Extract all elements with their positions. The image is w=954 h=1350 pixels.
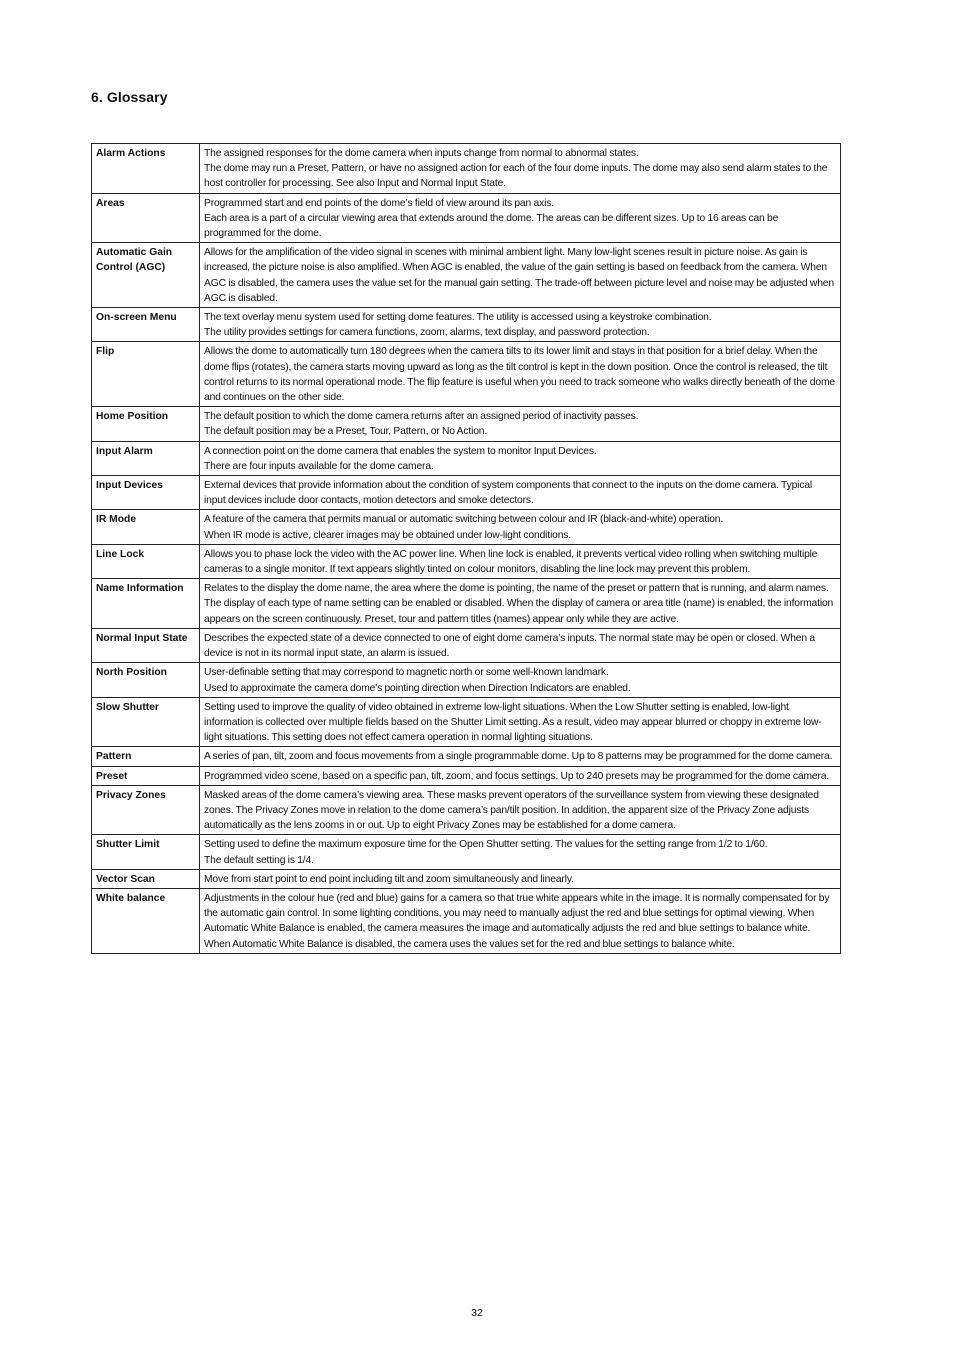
glossary-term: Input Devices — [92, 476, 200, 510]
glossary-definition: The text overlay menu system used for setting dome features. The utility is accessed using a keystroke combination. The utility provides settings for camera functions, zoom, alarms, text display, and password protection. — [200, 308, 841, 342]
glossary-row — [92, 628, 841, 662]
glossary-term: Automatic Gain Control (AGC) — [92, 243, 200, 308]
glossary-definition: A feature of the camera that permits manual or automatic switching between colour and IR (black-and-white) operation. When IR mode is active, clearer images may be obtained under low-light conditions. — [200, 510, 841, 544]
glossary-definition: The default position to which the dome camera returns after an assigned period of inactivity passes. The default position may be a Preset, Tour, Pattern, or No Action. — [200, 407, 841, 441]
glossary-term: Normal Input State — [92, 628, 200, 662]
glossary-term: Preset — [92, 766, 200, 785]
glossary-definition: Describes the expected state of a device connected to one of eight dome camera’s inputs. The normal state may be open or closed. When a device is not in its normal input state, an alarm is issued. — [200, 628, 841, 662]
glossary-term: IR Mode — [92, 510, 200, 544]
glossary-term: White balance — [92, 888, 200, 953]
glossary-row — [92, 888, 841, 953]
glossary-definition: A connection point on the dome camera that enables the system to monitor Input Devices. There are four inputs available for the dome camera. — [200, 441, 841, 475]
glossary-row — [92, 766, 841, 785]
glossary-definition: Allows you to phase lock the video with the AC power line. When line lock is enabled, it prevents vertical video rolling when switching multiple cameras to a single monitor. If text appears slightly tinted on colour monitors, disabling the line lock may prevent this problem. — [200, 544, 841, 578]
glossary-definition: Setting used to define the maximum exposure time for the Open Shutter setting. The values for the setting range from 1/2 to 1/60. The default setting is 1/4. — [200, 835, 841, 869]
glossary-row — [92, 663, 841, 697]
glossary-row — [92, 835, 841, 869]
glossary-row — [92, 193, 841, 243]
glossary-term: Vector Scan — [92, 869, 200, 888]
glossary-row — [92, 510, 841, 544]
glossary-term: Shutter Limit — [92, 835, 200, 869]
glossary-row — [92, 144, 841, 194]
glossary-definition: Allows the dome to automatically turn 180 degrees when the camera tilts to its lower limit and stays in that position for a brief delay. When the dome flips (rotates), the camera starts moving upward as long as the tilt control is kept in the down position. Once the control is released, the tilt control returns to its normal operational mode. The flip feature is useful when you need to track someone who walks directly beneath of the dome and continues on the other side. — [200, 342, 841, 407]
glossary-term: Alarm Actions — [92, 144, 200, 194]
glossary-definition: A series of pan, tilt, zoom and focus movements from a single programmable dome. Up to 8 patterns may be programmed for the dome camera. — [200, 747, 841, 766]
glossary-definition: Programmed start and end points of the dome’s field of view around its pan axis. Each area is a part of a circular viewing area that extends around the dome. The areas can be different sizes. Up to 16 areas can be programmed for the dome. — [200, 193, 841, 243]
glossary-row — [92, 441, 841, 475]
glossary-row — [92, 579, 841, 629]
glossary-row — [92, 697, 841, 747]
glossary-definition: Move from start point to end point including tilt and zoom simultaneously and linearly. — [200, 869, 841, 888]
glossary-term: Slow Shutter — [92, 697, 200, 747]
glossary-term: North Position — [92, 663, 200, 697]
glossary-definition: Masked areas of the dome camera’s viewing area. These masks prevent operators of the surveillance system from viewing these designated zones. The Privacy Zones move in relation to the dome camera’s pan/tilt position. In addition, the apparent size of the Privacy Zone adjusts automatically as the lens zooms in or out. Up to eight Privacy Zones may be established for a dome camera. — [200, 785, 841, 835]
glossary-term: On-screen Menu — [92, 308, 200, 342]
glossary-definition: Adjustments in the colour hue (red and blue) gains for a camera so that true white appears white in the image. It is normally compensated for by the automatic gain control. In some lighting conditions, you may need to manually adjust the red and blue settings for optimal viewing. When Automatic White Balance is enabled, the camera measures the image and automatically adjusts the red and blue settings to balance white. When Automatic White Balance is disabled, the camera uses the values set for the red and blue settings to balance white. — [200, 888, 841, 953]
glossary-term: Home Position — [92, 407, 200, 441]
glossary-row — [92, 243, 841, 308]
glossary-definition: Setting used to improve the quality of video obtained in extreme low-light situations. When the Low Shutter setting is enabled, low-light information is collected over multiple fields based on the Shutter Limit setting. As a result, video may appear blurred or choppy in extreme low-light situations. This setting does not effect camera operation in normal lighting situations. — [200, 697, 841, 747]
glossary-term: Name Information — [92, 579, 200, 629]
glossary-term: Input Alarm — [92, 441, 200, 475]
glossary-definition: The assigned responses for the dome camera when inputs change from normal to abnormal states. The dome may run a Preset, Pattern, or have no assigned action for each of the four dome inputs. The dome may also send alarm states to the host controller for processing. See also Input and Normal Input State. — [200, 144, 841, 194]
glossary-row — [92, 342, 841, 407]
glossary-term: Pattern — [92, 747, 200, 766]
glossary-table — [91, 143, 841, 954]
glossary-row — [92, 869, 841, 888]
glossary-term: Flip — [92, 342, 200, 407]
section-heading: 6. Glossary — [91, 89, 168, 105]
glossary-term: Areas — [92, 193, 200, 243]
glossary-definition: Relates to the display the dome name, the area where the dome is pointing, the name of the preset or pattern that is running, and alarm names. The display of each type of name setting can be enabled or disabled. When the display of camera or area title (name) is enabled, the information appears on the screen continuously. Preset, tour and pattern titles (names) appear only while they are active. — [200, 579, 841, 629]
glossary-row — [92, 476, 841, 510]
glossary-definition: Programmed video scene, based on a specific pan, tilt, zoom, and focus settings. Up to 240 presets may be programmed for the dome camera. — [200, 766, 841, 785]
glossary-definition: User-definable setting that may correspond to magnetic north or some well-known landmark. Used to approximate the camera dome's pointing direction when Direction Indicators are enabled. — [200, 663, 841, 697]
glossary-term: Privacy Zones — [92, 785, 200, 835]
glossary-row — [92, 544, 841, 578]
glossary-row — [92, 407, 841, 441]
glossary-row — [92, 308, 841, 342]
glossary-definition: Allows for the amplification of the video signal in scenes with minimal ambient light. Many low-light scenes result in picture noise. As gain is increased, the picture noise is also amplified. When AGC is enabled, the value of the gain setting is based on feedback from the camera. When AGC is disabled, the camera uses the value set for the manual gain setting. The trade-off between picture level and noise may be adjusted when AGC is disabled. — [200, 243, 841, 308]
page-number: 32 — [471, 1307, 483, 1319]
glossary-row — [92, 747, 841, 766]
glossary-body — [92, 144, 841, 954]
glossary-row — [92, 785, 841, 835]
glossary-term: Line Lock — [92, 544, 200, 578]
glossary-definition: External devices that provide information about the condition of system components that connect to the inputs on the dome camera. Typical input devices include door contacts, motion detectors and smoke detectors. — [200, 476, 841, 510]
